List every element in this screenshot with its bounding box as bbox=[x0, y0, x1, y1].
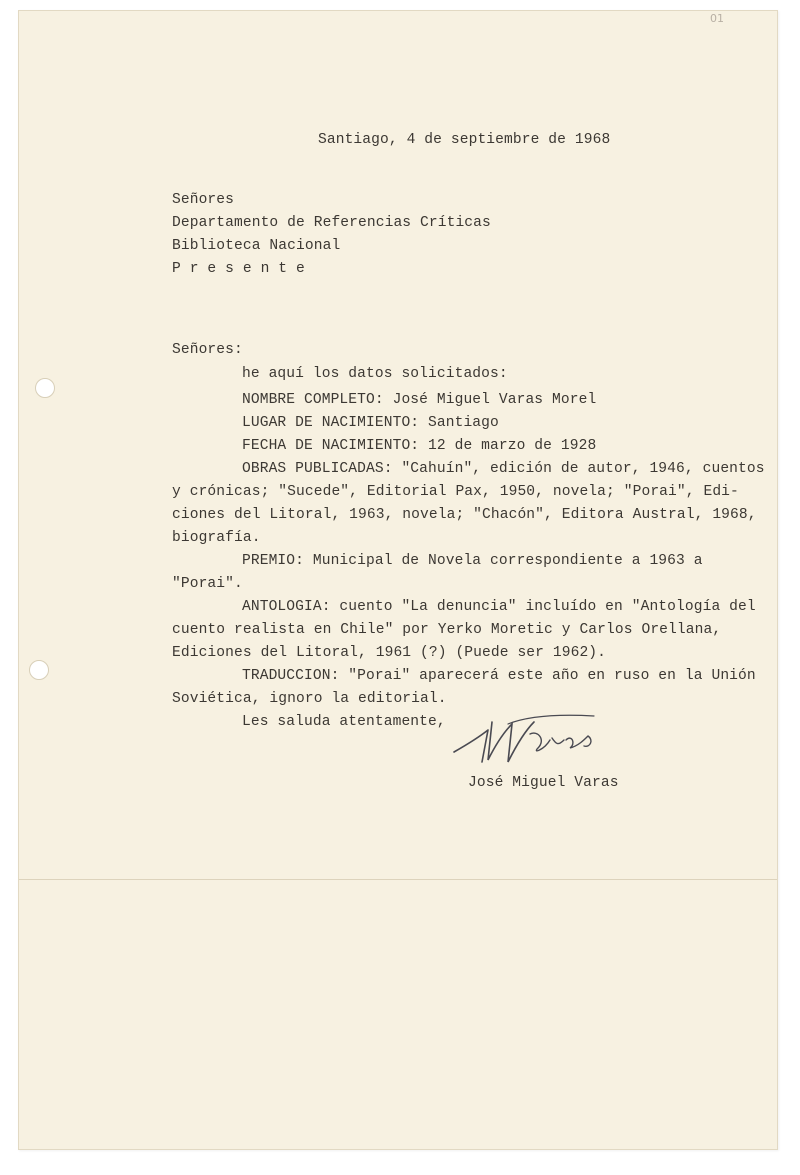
recipient-line-3: P r e s e n t e bbox=[172, 261, 305, 277]
recipient-line-2: Biblioteca Nacional bbox=[172, 238, 341, 254]
page-number: 01 bbox=[710, 12, 724, 25]
body-line: "Porai". bbox=[172, 576, 243, 592]
recipient-line-1: Departamento de Referencias Críticas bbox=[172, 215, 491, 231]
date-line: Santiago, 4 de septiembre de 1968 bbox=[318, 132, 611, 148]
body-line: PREMIO: Municipal de Novela correspondiente a 1963 a bbox=[242, 553, 703, 569]
body-line: Soviética, ignoro la editorial. bbox=[172, 691, 447, 707]
body-line: Ediciones del Litoral, 1961 (?) (Puede ser 1962). bbox=[172, 645, 607, 661]
body-line: y crónicas; "Sucede", Editorial Pax, 1950, novela; "Porai", Edi- bbox=[172, 484, 739, 500]
fold-line bbox=[19, 879, 777, 880]
body-line: LUGAR DE NACIMIENTO: Santiago bbox=[242, 415, 499, 431]
body-line: cuento realista en Chile" por Yerko Moretic y Carlos Orellana, bbox=[172, 622, 722, 638]
handwritten-signature bbox=[448, 700, 608, 780]
body-line: ciones del Litoral, 1963, novela; "Chacón", Editora Austral, 1968, bbox=[172, 507, 757, 523]
letter-page bbox=[18, 10, 778, 1150]
body-line: FECHA DE NACIMIENTO: 12 de marzo de 1928 bbox=[242, 438, 597, 454]
punch-hole-top bbox=[35, 378, 55, 398]
body-line: TRADUCCION: "Porai" aparecerá este año en ruso en la Unión bbox=[242, 668, 756, 684]
body-line: ANTOLOGIA: cuento "La denuncia" incluído en "Antología del bbox=[242, 599, 756, 615]
body-line: biografía. bbox=[172, 530, 261, 546]
greeting: Señores: bbox=[172, 342, 243, 358]
signature-name: José Miguel Varas bbox=[468, 775, 619, 791]
recipient-salutation: Señores bbox=[172, 192, 235, 208]
closing-line: Les saluda atentamente, bbox=[242, 714, 446, 730]
intro-line: he aquí los datos solicitados: bbox=[242, 366, 508, 382]
body-line: OBRAS PUBLICADAS: "Cahuín", edición de autor, 1946, cuentos bbox=[242, 461, 765, 477]
punch-hole-bottom bbox=[29, 660, 49, 680]
body-line: NOMBRE COMPLETO: José Miguel Varas Morel bbox=[242, 392, 597, 408]
